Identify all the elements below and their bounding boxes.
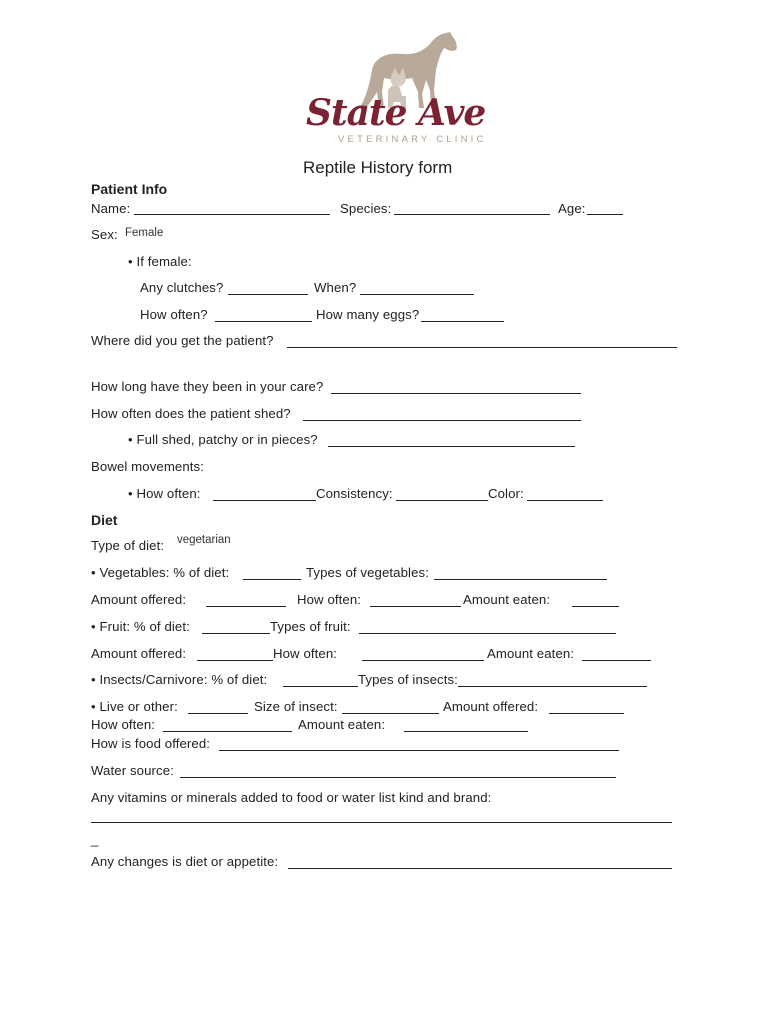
- diet-heading: Diet: [91, 512, 118, 528]
- fruit-pct-field[interactable]: [202, 633, 270, 634]
- shed-label: How often does the patient shed?: [91, 406, 291, 421]
- insect-size-field[interactable]: [342, 713, 439, 714]
- insects-pct-label: Insects/Carnivore: % of diet:: [99, 672, 268, 687]
- logo-subtitle: VETERINARY CLINIC: [338, 134, 487, 145]
- vitamins-label: Any vitamins or minerals added to food or water list kind and brand:: [91, 790, 492, 805]
- bullet: •: [128, 486, 133, 501]
- amount-offered2-field[interactable]: [197, 660, 273, 661]
- insect-size-label: Size of insect:: [254, 699, 338, 714]
- page-title: Reptile History form: [303, 158, 453, 177]
- where-label: Where did you get the patient?: [91, 333, 274, 348]
- name-field[interactable]: [134, 214, 330, 215]
- if-female-label: If female:: [136, 254, 192, 269]
- vitamins-dash: _: [91, 832, 99, 847]
- veg-types-field[interactable]: [434, 579, 607, 580]
- full-shed-field[interactable]: [328, 446, 575, 447]
- insect-types-label: Types of insects:: [358, 672, 458, 687]
- fruit-types-label: Types of fruit:: [270, 619, 351, 634]
- veg-types-label: Types of vegetables:: [306, 565, 429, 580]
- bowel-how-often-item: [128, 486, 201, 501]
- full-shed-label: Full shed, patchy or in pieces?: [136, 432, 318, 447]
- amount-offered2-label: Amount offered:: [91, 646, 187, 661]
- diet-changes-label: Any changes is diet or appetite:: [91, 854, 279, 869]
- fruit-pct-item: [91, 619, 190, 634]
- live-label: Live or other:: [99, 699, 178, 714]
- food-offered-field[interactable]: [219, 750, 619, 751]
- bullet: •: [91, 699, 96, 714]
- how-many-eggs-label: How many eggs?: [316, 307, 420, 322]
- if-female-item: [128, 254, 192, 269]
- age-field[interactable]: [587, 214, 623, 215]
- veg-pct-field[interactable]: [243, 579, 301, 580]
- live-item: [91, 699, 178, 714]
- live-field[interactable]: [188, 713, 248, 714]
- amount-eaten-label: Amount eaten:: [463, 592, 551, 607]
- veg-pct-label: Vegetables: % of diet:: [99, 565, 230, 580]
- how-many-eggs-field[interactable]: [421, 321, 504, 322]
- species-field[interactable]: [394, 214, 550, 215]
- amount-eaten2-field[interactable]: [582, 660, 651, 661]
- how-often2-field[interactable]: [362, 660, 484, 661]
- bowel-how-often-field[interactable]: [213, 500, 316, 501]
- bullet: •: [91, 619, 96, 634]
- type-of-diet-label: Type of diet:: [91, 538, 165, 553]
- how-long-field[interactable]: [331, 393, 581, 394]
- species-label: Species:: [340, 201, 392, 216]
- name-label: Name:: [91, 201, 131, 216]
- bullet: •: [128, 254, 133, 269]
- how-long-label: How long have they been in your care?: [91, 379, 324, 394]
- fruit-types-field[interactable]: [359, 633, 616, 634]
- bullet: •: [91, 565, 96, 580]
- color-label: Color:: [488, 486, 524, 501]
- insect-amount-eaten-field[interactable]: [404, 731, 528, 732]
- water-source-label: Water source:: [91, 763, 174, 778]
- how-often2-label: How often:: [273, 646, 338, 661]
- veg-how-often-field[interactable]: [370, 606, 461, 607]
- where-field[interactable]: [287, 347, 677, 348]
- type-of-diet-field[interactable]: vegetarian: [177, 534, 231, 546]
- fruit-pct-label: Fruit: % of diet:: [99, 619, 190, 634]
- patient-info-heading: Patient Info: [91, 181, 168, 197]
- food-offered-label: How is food offered:: [91, 736, 211, 751]
- diet-changes-field[interactable]: [288, 868, 672, 869]
- clutches-field[interactable]: [228, 294, 308, 295]
- bowel-label: Bowel movements:: [91, 459, 205, 474]
- insect-amount-eaten-label: Amount eaten:: [298, 717, 386, 732]
- shed-field[interactable]: [303, 420, 581, 421]
- age-label: Age:: [558, 201, 586, 216]
- consistency-label: Consistency:: [316, 486, 393, 501]
- consistency-field[interactable]: [396, 500, 488, 501]
- bullet: •: [91, 672, 96, 687]
- logo-wordmark: State Ave: [306, 92, 486, 134]
- insects-pct-item: [91, 672, 267, 687]
- insect-how-often-label: How often:: [91, 717, 156, 732]
- color-field[interactable]: [527, 500, 603, 501]
- insect-amount-offered-label: Amount offered:: [443, 699, 539, 714]
- clutches-label: Any clutches?: [140, 280, 224, 295]
- amount-eaten-field[interactable]: [572, 606, 619, 607]
- amount-eaten2-label: Amount eaten:: [487, 646, 575, 661]
- sex-label: Sex:: [91, 227, 118, 242]
- insect-amount-offered-field[interactable]: [549, 713, 624, 714]
- how-often-field[interactable]: [215, 321, 312, 322]
- bowel-how-often-label: How often:: [136, 486, 201, 501]
- veg-pct-item: [91, 565, 229, 580]
- when-field[interactable]: [360, 294, 474, 295]
- amount-offered-label: Amount offered:: [91, 592, 187, 607]
- insects-pct-field[interactable]: [283, 686, 358, 687]
- full-shed-item: [128, 432, 318, 447]
- water-source-field[interactable]: [180, 777, 616, 778]
- sex-field[interactable]: Female: [125, 227, 164, 239]
- how-often-label: How often?: [140, 307, 208, 322]
- amount-offered-field[interactable]: [206, 606, 286, 607]
- insect-how-often-field[interactable]: [163, 731, 292, 732]
- when-label: When?: [314, 280, 357, 295]
- insect-types-field[interactable]: [458, 686, 647, 687]
- veg-how-often-label: How often:: [297, 592, 362, 607]
- bullet: •: [128, 432, 133, 447]
- vitamins-field[interactable]: [91, 822, 672, 823]
